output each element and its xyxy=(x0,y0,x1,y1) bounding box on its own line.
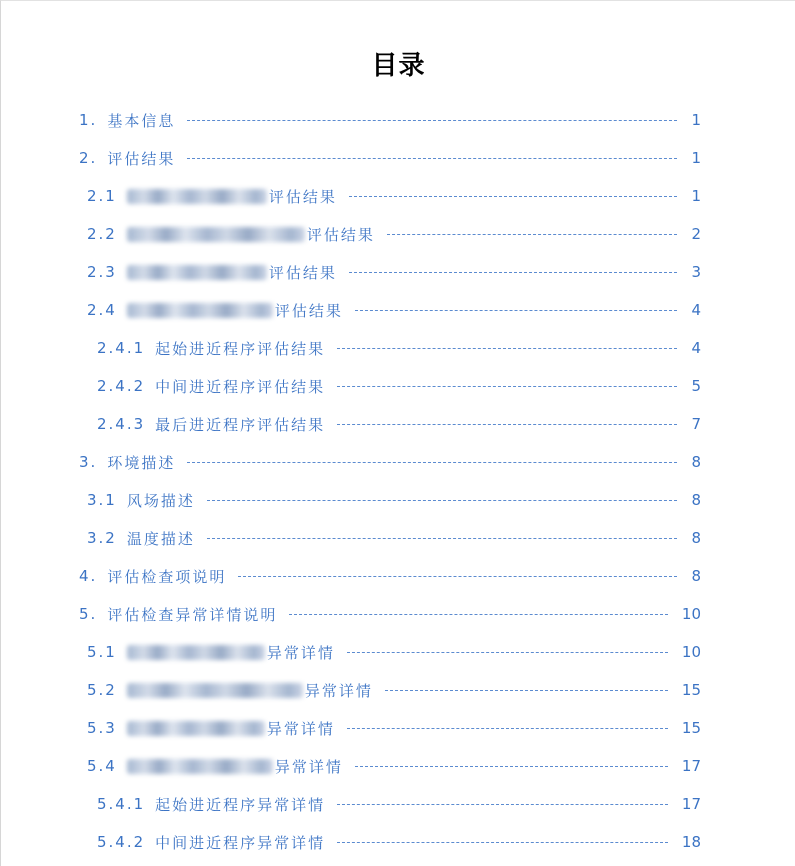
toc-entry-title: 基本信息 xyxy=(107,111,176,130)
toc-entry-number: 2.1 xyxy=(87,187,117,205)
toc-entry[interactable] xyxy=(79,595,701,633)
toc-leader-dashes xyxy=(187,462,677,463)
toc-entry-title: 异常详情 xyxy=(266,643,335,662)
toc-leader-dashes xyxy=(347,728,668,729)
toc-entry-title: 评估结果 xyxy=(268,263,337,282)
toc-entry-title: 起始进近程序异常详情 xyxy=(155,795,326,814)
redacted-name xyxy=(127,721,265,736)
redacted-name xyxy=(127,189,267,204)
toc-entry-title: 评估结果 xyxy=(306,225,375,244)
toc-entry-number: 5. xyxy=(79,605,98,623)
toc-entry-title: 评估结果 xyxy=(107,149,176,168)
toc-entry-number: 3.1 xyxy=(87,491,117,509)
toc-entry-number: 1. xyxy=(79,111,98,129)
toc-leader-dashes xyxy=(187,120,677,121)
toc-entry[interactable] xyxy=(97,367,701,405)
toc-leader-dashes xyxy=(349,196,678,197)
toc-leader-dashes xyxy=(387,234,678,235)
toc-entry[interactable] xyxy=(97,405,701,443)
toc-entry-page: 8 xyxy=(691,567,701,585)
toc-leader-dashes xyxy=(349,272,678,273)
toc-entry-page: 17 xyxy=(681,795,701,813)
toc-entry-title: 风场描述 xyxy=(126,491,195,510)
redacted-name xyxy=(127,227,305,242)
toc-entry[interactable] xyxy=(87,481,701,519)
toc-entry-page: 2 xyxy=(691,225,701,243)
toc-leader-dashes xyxy=(289,614,668,615)
toc-entry-title: 异常详情 xyxy=(274,757,343,776)
toc-entry-page: 15 xyxy=(681,681,701,699)
toc-leader-dashes xyxy=(207,538,678,539)
toc-entry-page: 15 xyxy=(681,719,701,737)
toc-entry-title: 环境描述 xyxy=(107,453,176,472)
toc-entry-number: 5.4.2 xyxy=(97,833,146,851)
toc-leader-dashes xyxy=(238,576,677,577)
toc-leader-dashes xyxy=(207,500,678,501)
toc-entry[interactable] xyxy=(87,215,701,253)
toc-entry-page: 5 xyxy=(691,377,701,395)
toc-leader-dashes xyxy=(187,158,677,159)
toc-entry-title: 最后进近程序评估结果 xyxy=(155,415,326,434)
toc-entry-number: 2.4.2 xyxy=(97,377,146,395)
toc-entry-page: 8 xyxy=(691,453,701,471)
toc-entry[interactable] xyxy=(87,519,701,557)
redacted-name xyxy=(127,645,265,660)
toc-entry[interactable] xyxy=(79,557,701,595)
redacted-name xyxy=(127,759,273,774)
toc-entry-page: 3 xyxy=(691,263,701,281)
toc-entry-number: 2. xyxy=(79,149,98,167)
toc-entry[interactable] xyxy=(87,177,701,215)
redacted-name xyxy=(127,303,273,318)
toc-entry[interactable] xyxy=(87,253,701,291)
toc-entry-number: 3. xyxy=(79,453,98,471)
toc-leader-dashes xyxy=(355,766,668,767)
toc-entry-title: 评估检查异常详情说明 xyxy=(107,605,278,624)
toc-entry[interactable] xyxy=(87,633,701,671)
toc-entry-title: 异常详情 xyxy=(266,719,335,738)
toc-entry-number: 5.4 xyxy=(87,757,117,775)
toc-entry-number: 5.4.1 xyxy=(97,795,146,813)
toc-entry[interactable] xyxy=(79,101,701,139)
toc-entry[interactable] xyxy=(97,823,701,861)
toc-entry[interactable] xyxy=(97,329,701,367)
toc-entry-page: 4 xyxy=(691,339,701,357)
toc-entry-number: 5.3 xyxy=(87,719,117,737)
toc-entry-page: 7 xyxy=(691,415,701,433)
toc-entry-number: 2.4.1 xyxy=(97,339,146,357)
toc-entry-number: 5.2 xyxy=(87,681,117,699)
redacted-name xyxy=(127,265,267,280)
toc-leader-dashes xyxy=(337,348,677,349)
toc-entry[interactable] xyxy=(79,139,701,177)
toc-entry-title: 温度描述 xyxy=(126,529,195,548)
toc-leader-dashes xyxy=(337,386,677,387)
toc-entry-number: 4. xyxy=(79,567,98,585)
toc-entry-number: 2.2 xyxy=(87,225,117,243)
toc-entry[interactable] xyxy=(79,443,701,481)
toc-entry-title: 评估结果 xyxy=(274,301,343,320)
toc-entry-page: 1 xyxy=(691,187,701,205)
toc-leader-dashes xyxy=(337,842,668,843)
toc-title: 目录 xyxy=(371,51,426,81)
toc-entry[interactable] xyxy=(97,785,701,823)
toc-leader-dashes xyxy=(347,652,668,653)
toc-entry-page: 1 xyxy=(691,149,701,167)
toc-leader-dashes xyxy=(385,690,668,691)
toc-entry-number: 5.1 xyxy=(87,643,117,661)
toc-entry-title: 中间进近程序评估结果 xyxy=(155,377,326,396)
toc-entry-title: 评估检查项说明 xyxy=(107,567,227,586)
toc-entry[interactable] xyxy=(87,291,701,329)
toc-entry-number: 2.3 xyxy=(87,263,117,281)
toc-entry-number: 2.4.3 xyxy=(97,415,146,433)
toc-entry-page: 18 xyxy=(681,833,701,851)
redacted-name xyxy=(127,683,303,698)
toc-leader-dashes xyxy=(337,804,668,805)
toc-entry-page: 4 xyxy=(691,301,701,319)
toc-leader-dashes xyxy=(337,424,677,425)
toc-entry[interactable] xyxy=(87,709,701,747)
toc-entry-number: 3.2 xyxy=(87,529,117,547)
toc-entry[interactable] xyxy=(87,671,701,709)
toc-entry-title: 评估结果 xyxy=(268,187,337,206)
toc-entry-page: 10 xyxy=(681,643,701,661)
toc-entry-title: 异常详情 xyxy=(304,681,373,700)
toc-entry-page: 10 xyxy=(681,605,701,623)
toc-entry-number: 2.4 xyxy=(87,301,117,319)
toc-entry-page: 1 xyxy=(691,111,701,129)
toc-entry-title: 起始进近程序评估结果 xyxy=(155,339,326,358)
toc-entry-title: 中间进近程序异常详情 xyxy=(155,833,326,852)
toc-entry-page: 8 xyxy=(691,529,701,547)
toc-entry[interactable] xyxy=(87,747,701,785)
toc-leader-dashes xyxy=(355,310,678,311)
toc-entry-page: 17 xyxy=(681,757,701,775)
toc-entry-page: 8 xyxy=(691,491,701,509)
